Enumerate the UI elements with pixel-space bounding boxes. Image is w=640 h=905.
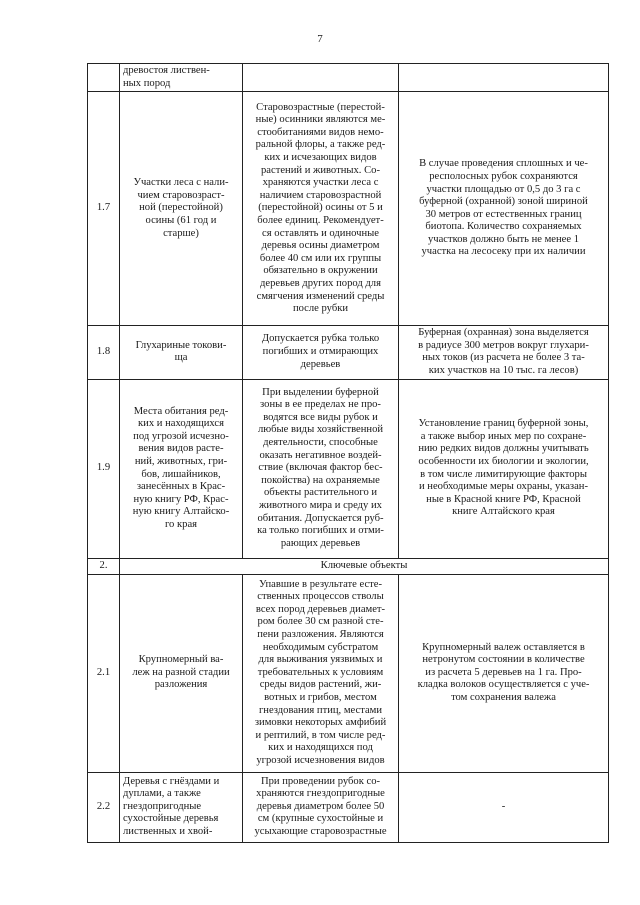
description-cell: При выделении буферной зоны в ее пределах не про- водятся все виды рубок и любые виды хозяйственной деятельности, способные оказать негативное воздей- ствие (включая фактор бес- покойства) на охраняемые объекты растительного и животного мира и среду их обитания. Допускается руб- ка только погибших и отми- рающих деревьев [243,379,399,558]
object-name-cell: Глухариные токови- ща [120,326,243,379]
row-number-cell: 2. [88,558,120,574]
section-title: Ключевые объекты [120,558,609,574]
description-cell: При проведении рубок со- храняются гнездопригодные деревья диаметром более 50 см (крупные сухостойные и усыхающие старовозрастные [243,772,399,842]
object-name-cell: Крупномерный ва- леж на разной стадии разложения [120,574,243,772]
recommendation-cell: - [399,772,609,842]
recommendation-cell: Установление границ буферной зоны, а также выбор иных мер по сохране- нию редких видов должны учитывать особенности их биологии и экологии, в том числе лимитирующие факторы и необходимые меры охраны, указан- ные в Красной книге РФ, Красной книге Алтайского края [399,379,609,558]
description-cell [243,64,399,92]
table-row-section-2 [88,558,609,574]
row-number-cell: 2.1 [88,574,120,772]
object-name-cell: Участки леса с нали- чием старовозраст- ной (перестойной) осины (61 год и старше) [120,92,243,326]
object-name-cell: Деревья с гнёздами и дуплами, а также гнездопригодные сухостойные деревья лиственных и хвой- [120,772,243,842]
recommendation-cell: В случае проведения сплошных и че- респолосных рубок сохраняются участки площадью от 0,5 до 3 га с буферной (охранной) зоной шириной 30 метров от естественных границ биотопа. Количество сохраняемых участков должно быть не менее 1 участка на лесосеку при их наличии [399,92,609,326]
object-name-cell: Места обитания ред- ких и находящихся под угрозой исчезно- вения видов расте- ний, животных, гри- бов, лишайников, занесённых в Крас- ную книгу РФ, Крас- ную книгу Алтайско- го края [120,379,243,558]
description-cell: Старовозрастные (перестой- ные) осинники являются ме- стообитаниями видов немо- ральной флоры, а также ред- ких и исчезающих видов растений и животных. Со- храняются участки леса с наличием старовозрастной (перестойной) осины от 5 и более единиц. Рекомендует- ся оставлять и одиночные деревья осины диаметром более 40 см или их группы обязательно в окружении деревьев других пород для смягчения изменений среды после рубки [243,92,399,326]
table-row-1-9 [88,379,609,558]
row-number-cell: 1.7 [88,92,120,326]
table-row-continuation [88,64,609,92]
description-cell: Допускается рубка только погибших и отмирающих деревьев [243,326,399,379]
description-cell: Упавшие в результате есте- ственных процессов стволы всех пород деревьев диамет- ром более 30 см разной сте- пени разложения. Являются необходимым субстратом для выживания уязвимых и требовательных к условиям среды видов растений, жи- вотных и грибов, местом гнездования птиц, местами зимовки некоторых амфибий и рептилий, в том числе ред- ких и находящихся под угрозой исчезновения видов [243,574,399,772]
recommendation-cell [399,64,609,92]
row-number-cell: 1.8 [88,326,120,379]
table-row-1-7 [88,92,609,326]
recommendation-cell: Крупномерный валеж оставляется в нетронутом состоянии в количестве из расчета 5 деревьев на 1 га. Про- кладка волоков осуществляется с уче- том сохранения валежа [399,574,609,772]
object-name-cell: древостоя листвен- ных пород [120,64,243,92]
row-number-cell: 1.9 [88,379,120,558]
table-row-1-8 [88,326,609,379]
row-number-cell [88,64,120,92]
recommendation-cell: Буферная (охранная) зона выделяется в радиусе 300 метров вокруг глухари- ных токов (из расчета не более 3 та- ких участков на 10 тыс. га лесов) [399,326,609,379]
table-row-2-1 [88,574,609,772]
key-biotopes-table [87,63,609,843]
page-number: 7 [317,33,323,45]
table-row-2-2 [88,772,609,842]
row-number-cell: 2.2 [88,772,120,842]
